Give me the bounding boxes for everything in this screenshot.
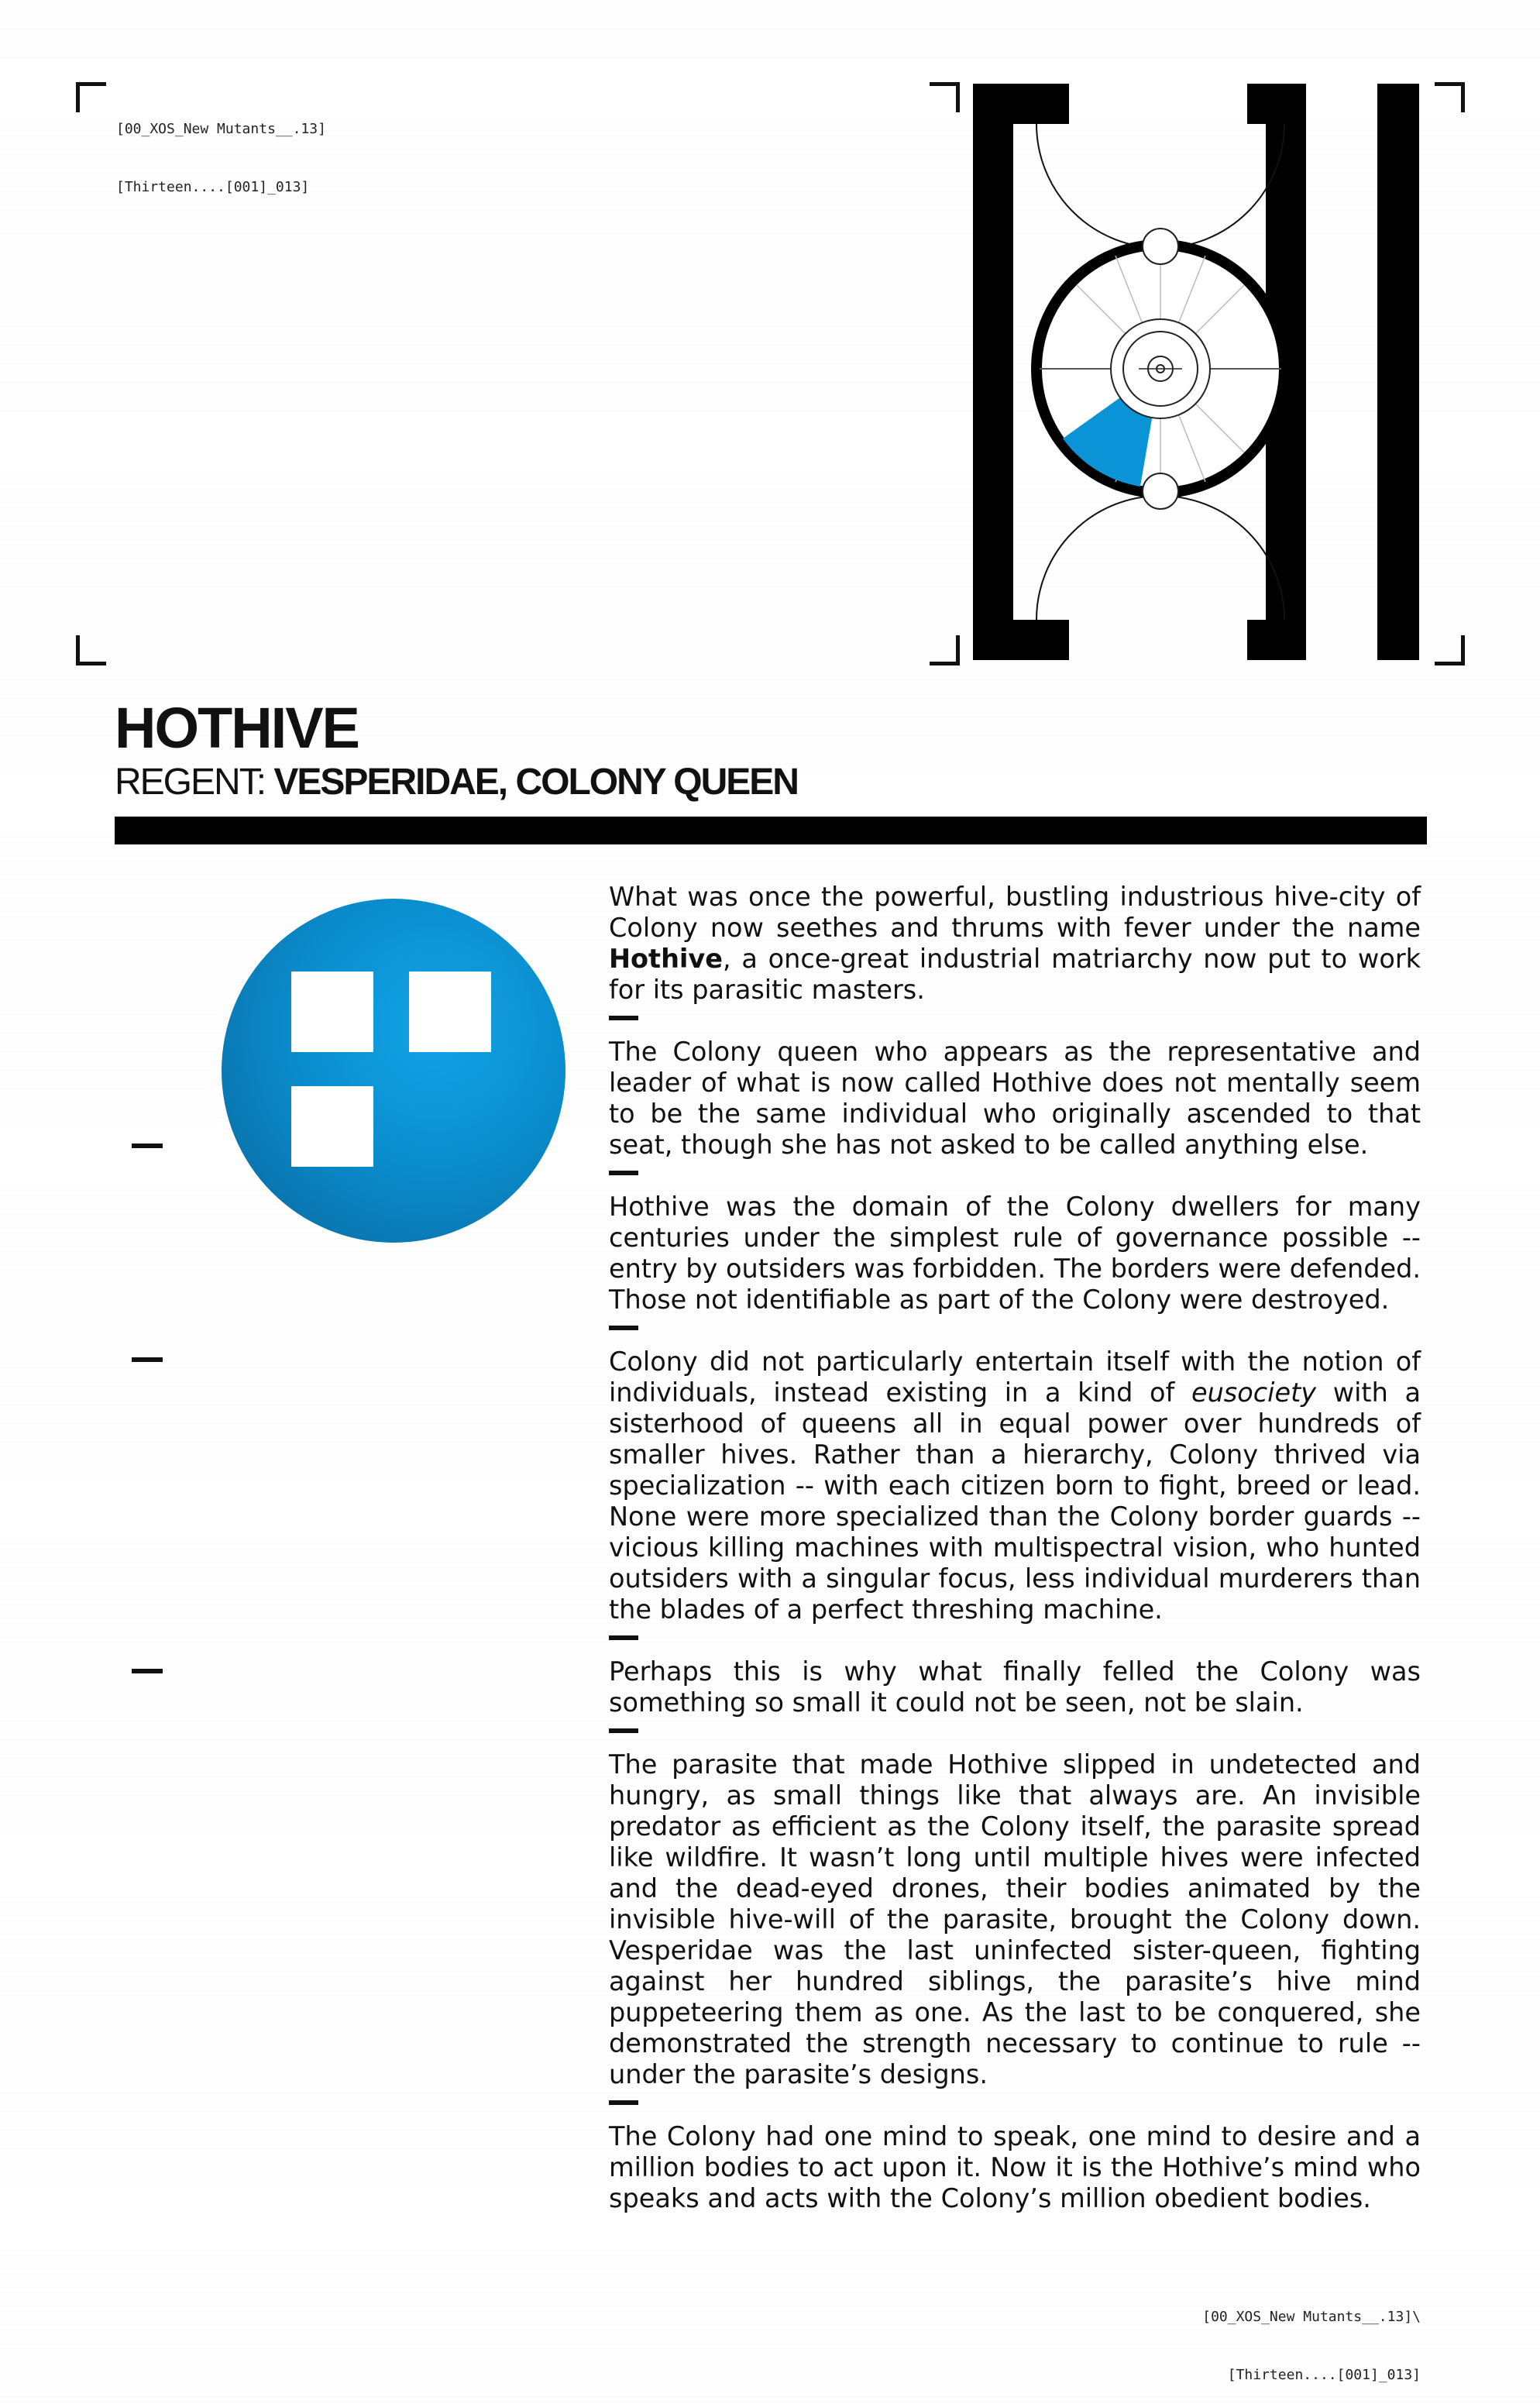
paragraph-separator	[609, 2100, 638, 2105]
sigil-bottom-knob	[1143, 473, 1178, 509]
header-code-line-1: [00_XOS_New Mutants__.13]	[116, 121, 326, 137]
paragraph-separator	[609, 1171, 638, 1175]
hothive-sigil-icon	[968, 77, 1464, 674]
corner-bracket-top-right	[930, 82, 960, 112]
paragraph-separator	[609, 1728, 638, 1733]
paragraph-1-end: , a once-great industrial matriarchy now put to work for its parasitic masters.	[609, 944, 1421, 1005]
corner-bracket-bottom-right	[930, 635, 960, 665]
sigil-top-knob	[1143, 229, 1178, 264]
paragraph-2: The Colony queen who appears as the representative and leader of what is now called Hothive does not mentally seem to be the same individual who originally ascended to that seat, though she has not asked to be called anything else.	[609, 1037, 1421, 1160]
footer-code-line-2: [Thirteen....[001]_013]	[1227, 2367, 1421, 2383]
corner-bracket-bottom-left	[76, 635, 106, 665]
sigil-left-bracket-top-arm	[973, 84, 1069, 124]
corner-bracket-top-left	[76, 82, 106, 112]
side-dash-1	[132, 1144, 163, 1148]
paragraph-1-start: What was once the powerful, bustling industrious hive-city of Colony now seethes and thrums with fever under the name	[609, 882, 1421, 943]
paragraph-separator	[609, 1016, 638, 1020]
paragraph-1	[609, 882, 1421, 1006]
footer-code	[1131, 2268, 1421, 2404]
emblem-square-top-right	[409, 972, 491, 1052]
paragraph-6: The parasite that made Hothive slipped in undetected and hungry, as small things like that always are. An invisible predator as efficient as the Colony itself, the parasite spread like wildfire. It wasn’t long until multiple hives were infected and the dead-eyed drones, their bodies animated by the invisible hive-will of the parasite, brought the Colony down. Vesperidae was the last uninfected sister-queen, fighting against her hundred siblings, the parasite’s hive mind puppeteering them as one. As the last to be conquered, she demonstrated the strength necessary to continue to rule -- under the parasite’s designs.	[609, 1749, 1421, 2089]
paragraph-separator	[609, 1326, 638, 1330]
regent-line	[115, 761, 798, 804]
paragraph-4-end: with a sisterhood of queens all in equal power over hundreds of smaller hives. Rather than a hierarchy, Colony thrived via specialization -- with each citizen born to fight, breed or lead. None were more specialized than the Colony border guards -- vicious killing machines with multispectral vision, who hunted outsiders with a singular focus, less individual murderers than the blades of a perfect threshing machine.	[609, 1377, 1421, 1625]
paragraph-4-start: Colony did not particularly entertain itself with the notion of individuals, instead existing in a kind of	[609, 1346, 1421, 1408]
paragraph-4	[609, 1346, 1421, 1625]
paragraph-4-italic: eusociety	[1191, 1377, 1317, 1408]
sigil-left-bracket-bottom-arm	[973, 620, 1069, 660]
side-dash-2	[132, 1357, 163, 1362]
regent-label: REGENT:	[115, 762, 266, 803]
emblem-disc	[222, 899, 565, 1243]
page-title: HOTHIVE	[115, 696, 359, 760]
sigil-far-right-bar	[1377, 84, 1419, 660]
paragraph-5: Perhaps this is why what finally felled the Colony was something so small it could not be seen, not be slain.	[609, 1656, 1421, 1718]
sigil-right-bracket-bottom-arm	[1247, 620, 1306, 660]
colony-emblem-icon	[220, 897, 567, 1244]
emblem-square-top-left	[291, 972, 373, 1052]
sigil-bottom-arc	[1036, 496, 1284, 620]
sigil-right-bracket-top-arm	[1247, 84, 1306, 124]
paragraph-1-bold: Hothive	[609, 944, 723, 974]
regent-name: VESPERIDAE, COLONY QUEEN	[273, 762, 798, 803]
title-rule	[115, 817, 1427, 844]
sigil-left-bracket-bar	[973, 84, 1013, 660]
footer-code-line-1: [00_XOS_New Mutants__.13]\	[1202, 2309, 1421, 2325]
paragraph-separator	[609, 1635, 638, 1640]
side-dash-3	[132, 1669, 163, 1673]
article-body	[609, 882, 1421, 2214]
paragraph-7: The Colony had one mind to speak, one mind to desire and a million bodies to act upon it. Now it is the Hothive’s mind who speaks and acts with the Colony’s million obedient bodies.	[609, 2121, 1421, 2213]
emblem-square-bottom-left	[291, 1086, 373, 1167]
paragraph-3: Hothive was the domain of the Colony dwellers for many centuries under the simplest rule of governance possible -- entry by outsiders was forbidden. The borders were defended. Those not identifiable as part of the Colony were destroyed.	[609, 1192, 1421, 1315]
header-code-line-2: [Thirteen....[001]_013]	[116, 179, 310, 195]
header-code	[116, 81, 326, 216]
